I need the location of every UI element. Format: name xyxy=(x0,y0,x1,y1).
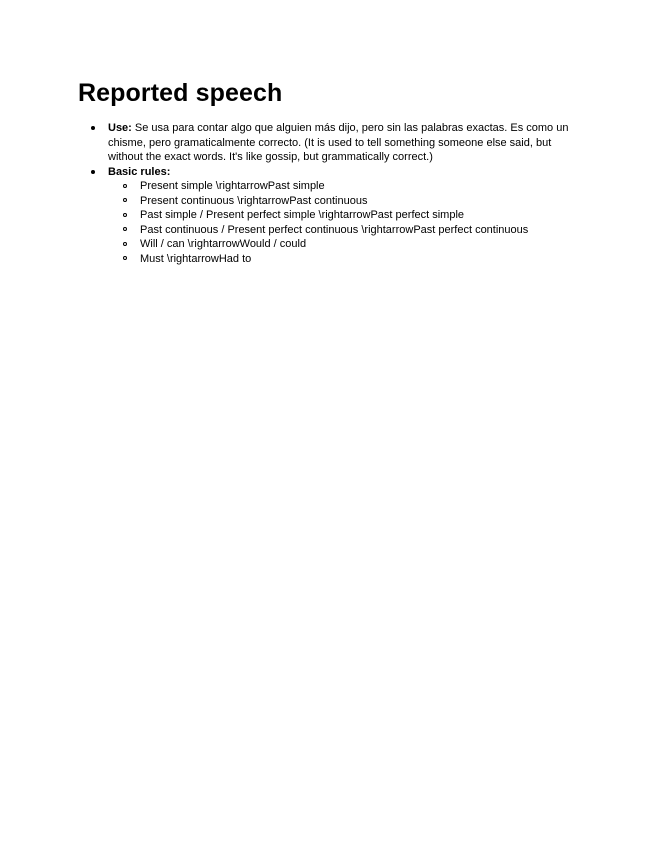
rule-text: Past simple / Present perfect simple \rightarrowPast perfect simple xyxy=(140,209,465,221)
rule-text: Present continuous \rightarrowPast continuous xyxy=(140,194,368,207)
item-text: Se usa para contar algo que alguien más dijo, pero sin las palabras exactas. Es como un chisme, pero gramaticalmente correcto. (It is used to tell something someone else said, but without the exact words. It's like gossip, but grammatically correct.) xyxy=(108,122,569,163)
rules-sublist xyxy=(108,179,578,266)
rule-item xyxy=(140,252,578,267)
rule-text: Must \rightarrowHad to xyxy=(140,252,252,265)
rule-text: Present simple \rightarrowPast simple xyxy=(140,180,325,192)
rule-item xyxy=(140,179,578,194)
rule-item xyxy=(140,194,578,209)
bullet-circle-icon xyxy=(123,184,127,188)
rule-text: Past continuous / Present perfect continuous \rightarrowPast perfect continuous xyxy=(140,223,529,236)
list-item-use xyxy=(108,121,578,165)
rule-item xyxy=(140,237,578,252)
item-label: Basic rules: xyxy=(108,165,171,178)
bullet-list xyxy=(108,121,578,266)
rule-item xyxy=(140,223,578,238)
rule-text: Will / can \rightarrowWould / could xyxy=(140,238,307,250)
bullet-circle-icon xyxy=(123,227,127,231)
bullet-circle-icon xyxy=(123,213,127,217)
bullet-circle-icon xyxy=(123,198,127,202)
page-title: Reported speech xyxy=(78,79,283,107)
bullet-circle-icon xyxy=(123,242,127,246)
item-label: Use: xyxy=(108,122,132,134)
bullet-disc-icon xyxy=(91,126,95,130)
bullet-disc-icon xyxy=(91,170,95,174)
list-item-basic-rules xyxy=(108,165,578,267)
bullet-circle-icon xyxy=(123,256,127,260)
rule-item xyxy=(140,208,578,223)
